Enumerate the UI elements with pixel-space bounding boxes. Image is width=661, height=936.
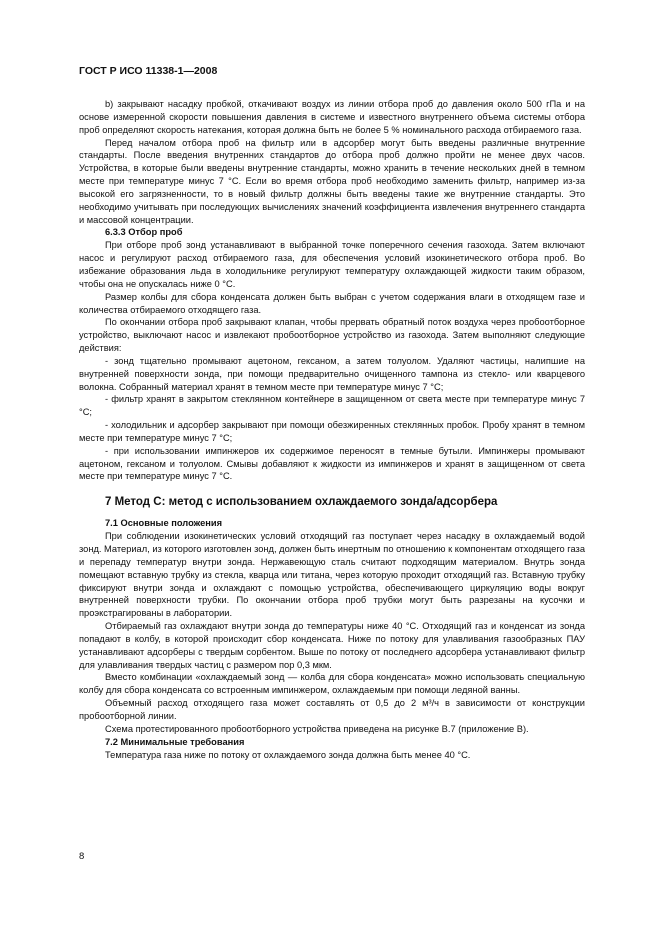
paragraph: Объемный расход отходящего газа может составлять от 0,5 до 2 м³/ч в зависимости от конструкции пробоотборной линии.: [79, 698, 585, 721]
document-body: [79, 98, 585, 761]
paragraph: Отбираемый газ охлаждают внутри зонда до температуры ниже 40 °С. Отходящий газ и конденсат из зонда попадают в колбу, в которой происходит сбор конденсата. Ниже по потоку для улавливания газообразных ПАУ устанавливают адсорберы с твердым сорбентом. Выше по потоку от последнего адсорбера устанавливают фильтр для улавливания твердых частиц с размером пор 0,3 мкм.: [79, 621, 585, 670]
standard-header: ГОСТ Р ИСО 11338-1—2008: [79, 65, 218, 77]
section-heading-7: 7 Метод С: метод с использованием охлаждаемого зонда/адсорбера: [105, 496, 498, 509]
paragraph: Вместо комбинации «охлаждаемый зонд — колба для сбора конденсата» можно использовать специальную колбу для сбора конденсата со встроенным импинжером, охлаждаемым при помощи ледяной ванны.: [79, 672, 585, 696]
paragraph: Температура газа ниже по потоку от охлаждаемого зонда должна быть менее 40 °С.: [105, 749, 471, 760]
paragraph: При соблюдении изокинетических условий отходящий газ поступает через насадку в охлаждаемый водой зонд. Материал, из которого изготовлен зонд, должен быть инертным по отношению к компонентам отходящего газа и перепаду температур внутри зонда. Нержавеющую сталь считают подходящим материалом. Внутрь зонда помещают вставную трубку из стекла, кварца или титана, через которую проходит отходящий газ. Вставную трубку фиксируют внутри зонда и охлаждают с помощью устройства, обеспечивающего циркуляцию воды вокруг внутренней поверхности трубки. По окончании отбора проб трубки могут быть разрезаны на кусочки и проэкстрагированы в лаборатории.: [79, 531, 585, 619]
list-item: - зонд тщательно промывают ацетоном, гексаном, а затем толуолом. Удаляют частицы, налипшие на внутренней поверхности зонда, при помощи предварительно очищенного тампона из стекло- или кварцевого волокна. Собранный материал хранят в темном месте при температуре минус 7 °С;: [79, 355, 585, 392]
page-number: 8: [79, 851, 85, 862]
paragraph: Перед началом отбора проб на фильтр или в адсорбер могут быть введены различные внутренние стандарты. После введения внутренних стандартов до отбора проб должно пройти не менее двух часов. Устройства, в которые были введены внутренние стандарты, можно хранить в течение нескольких дней в темном месте при температуре минус 7 °С. Если во время отбора проб необходимо заменить фильтр, например из-за высокой его загрязненности, то в новый фильтр должны быть введены такие же внутренние стандарты. Это необходимо учитывать при последующих вычислениях значений коэффициента извлечения внутреннего стандарта и массовой концентрации.: [79, 137, 585, 225]
list-item: - при использовании импинжеров их содержимое переносят в темные бутыли. Импинжеры промывают ацетоном, гексаном и толуолом. Смывы добавляют к жидкости из импинжеров и хранят в защищенном от света месте при температуре минус 7 °С.: [79, 445, 585, 482]
paragraph: Размер колбы для сбора конденсата должен быть выбран с учетом содержания влаги в отходящем газе и количества отбираемого отходящего газа.: [79, 291, 585, 315]
paragraph: При отборе проб зонд устанавливают в выбранной точке поперечного сечения газохода. Затем включают насос и регулируют расход отбираемого газа, для обеспечения условий изокинетического отбора проб. Во избежание образования льда в холодильнике регулируют температуру охлаждающей жидкости таким образом, чтобы она не опускалась ниже 0 °С.: [79, 240, 585, 289]
paragraph: b) закрывают насадку пробкой, откачивают воздух из линии отбора проб до давления около 500 гПа и на основе измеренной скорости повышения давления в системе и известного внутреннего объема системы отбора проб определяют скорость натекания, которая должна быть не более 5 % номинального расхода отбираемого газа.: [79, 99, 585, 135]
paragraph: По окончании отбора проб закрывают клапан, чтобы прервать обратный поток воздуха через пробоотборное устройство, выключают насос и извлекают пробоотборное устройство из газохода. Затем выполняют следующие действия:: [79, 317, 585, 354]
list-item: - холодильник и адсорбер закрывают при помощи обезжиренных стеклянных пробок. Пробу хранят в темном месте при температуре минус 7 °С;: [79, 420, 585, 443]
list-item: - фильтр хранят в закрытом стеклянном контейнере в защищенном от света месте при температуре минус 7 °С;: [79, 394, 585, 418]
subsection-heading-6-3-3: 6.3.3 Отбор проб: [105, 227, 183, 238]
paragraph: Схема протестированного пробоотборного устройства приведена на рисунке В.7 (приложение В).: [105, 723, 529, 734]
subsection-heading-7-2: 7.2 Минимальные требования: [105, 736, 245, 747]
subsection-heading-7-1: 7.1 Основные положения: [105, 518, 223, 529]
